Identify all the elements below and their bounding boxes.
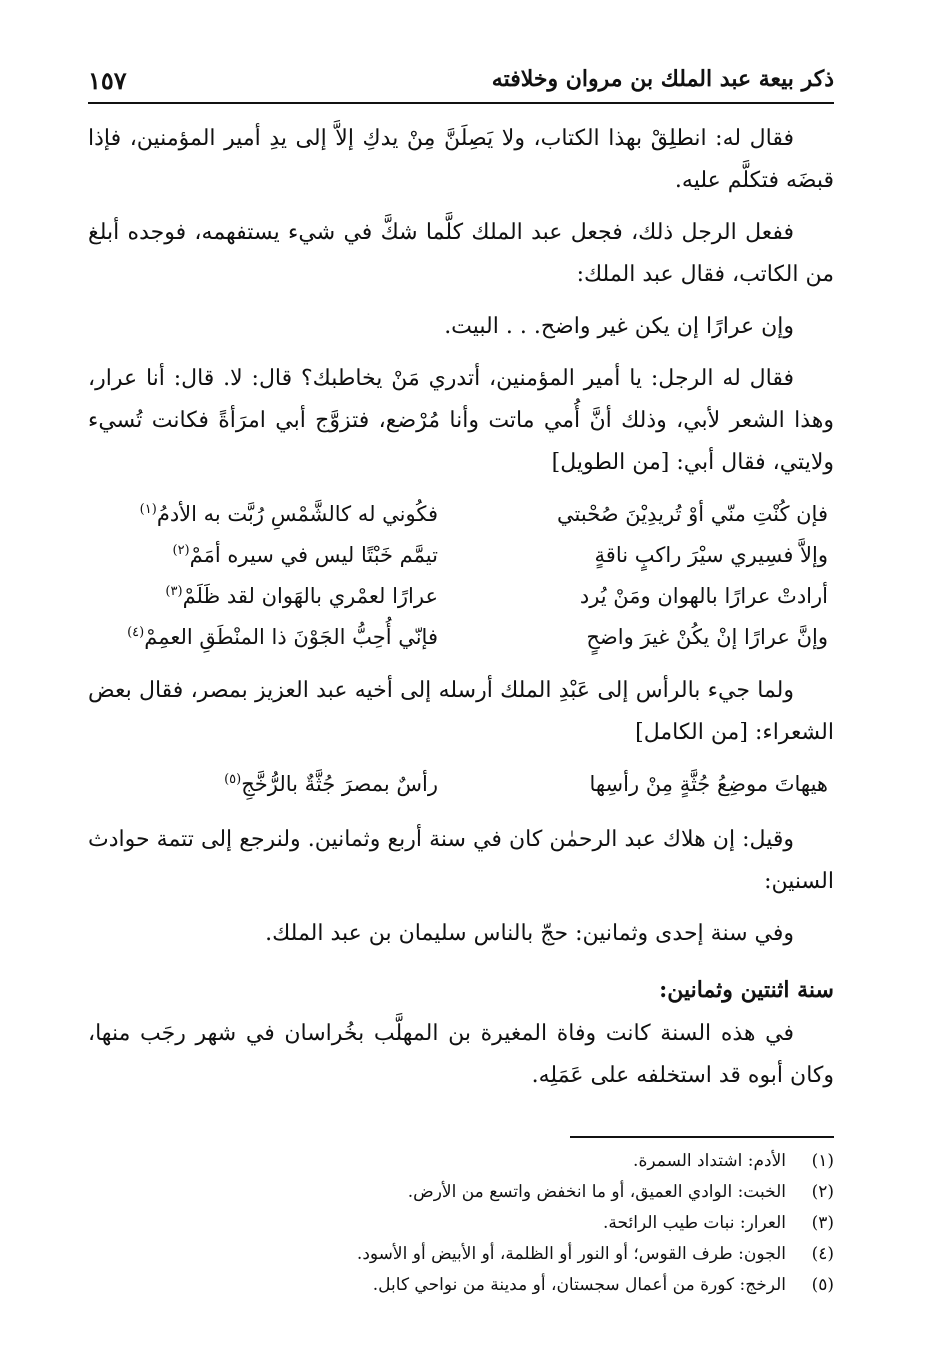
verse-line <box>88 494 834 535</box>
verse-line <box>88 617 834 658</box>
footnote-text: الأدم: اشتداد السمرة. <box>633 1151 786 1171</box>
verse-line <box>88 535 834 576</box>
meter-label-tawil: [من الطويل] <box>551 450 670 475</box>
footnote-text: الرخج: كورة من أعمال سجستان، أو مدينة من نواحي كابل. <box>372 1275 786 1295</box>
running-title: ذكر بيعة عبد الملك بن مروان وخلافته <box>491 66 834 92</box>
poem-block-2 <box>88 764 834 805</box>
footnotes <box>88 1146 834 1301</box>
footnote-ref: (٥) <box>224 772 242 787</box>
footnote-text: الخبت: الوادي العميق، أو ما انخفض واتسع من الأرض. <box>407 1182 786 1202</box>
verse-second-hemistich <box>108 764 438 805</box>
paragraph-4 <box>88 358 834 484</box>
verse-first-hemistich: وإلاَّ فسِيري سيْرَ راكبٍ ناقةٍ <box>594 543 828 567</box>
footnote-text: الجون: طرف القوس؛ أو النور أو الظلمة، أو الأبيض أو الأسود. <box>356 1244 786 1264</box>
paragraph-1: فقال له: انطلِقْ بهذا الكتاب، ولا يَصِلَنَّ مِنْ يدكِ إلاَّ إلى يدِ أمير المؤمنين، فإذا قبضَه فتكلَّم عليه. <box>88 126 834 193</box>
verse-second-text: تيمَّم خَبْتًا ليس في سيره أمَمْ <box>189 543 438 567</box>
footnote-item <box>88 1208 834 1239</box>
verse-first-hemistich: فإن كُنْتِ منّي أوْ تُريدِيْنَ صُحْبتي <box>557 502 828 526</box>
footnote-number: (٣) <box>811 1213 834 1233</box>
paragraph-5 <box>88 670 834 754</box>
footnote-number: (٤) <box>811 1244 834 1264</box>
footnote-number: (٥) <box>811 1275 834 1295</box>
paragraph-5-text: ولما جيء بالرأس إلى عَبْدِ الملك أرسله إلى أخيه عبد العزيز بمصر، فقال بعض الشعراء: <box>88 678 834 745</box>
paragraph-8: في هذه السنة كانت وفاة المغيرة بن المهلَّب بخُراسان في شهر رجَب منها، وكان أبوه قد استخلفه على عَمَلِه. <box>88 1021 834 1088</box>
verse-second-hemistich <box>108 494 438 535</box>
paragraph-6: وقيل: إن هلاك عبد الرحمٰن كان في سنة أربع وثمانين. ولنرجع إلى تتمة حوادث السنين: <box>88 827 834 894</box>
paragraph-7: وفي سنة إحدى وثمانين: حجّ بالناس سليمان بن عبد الملك. <box>265 921 794 946</box>
footnote-ref: (٣) <box>165 584 183 599</box>
meter-label-kamil: [من الكامل] <box>635 720 748 745</box>
verse-second-hemistich <box>108 617 438 658</box>
footnote-item <box>88 1239 834 1270</box>
page-number: ١٥٧ <box>88 66 127 95</box>
verse-second-text: فإنّي أُحِبُّ الجَوْنَ ذا المنْطَقِ العمِمْ <box>144 625 438 649</box>
footnote-ref: (٢) <box>172 543 190 558</box>
page-header <box>88 56 834 104</box>
verse-line <box>88 576 834 617</box>
paragraph-3: وإن عرارًا إن يكن غير واضح. . . البيت. <box>444 314 794 339</box>
footnote-number: (١) <box>811 1151 834 1171</box>
page-body <box>88 118 834 1107</box>
verse-second-hemistich <box>108 535 438 576</box>
verse-second-hemistich <box>108 576 438 617</box>
footnote-divider <box>570 1136 834 1138</box>
footnote-item <box>88 1177 834 1208</box>
verse-first-hemistich: أرادتْ عرارًا بالهوان ومَنْ يُرد <box>579 584 828 608</box>
verse-second-text: فكُوني له كالشَّمْسِ رُبَّت به الأدمُ <box>156 502 438 526</box>
verse-second-text: عرارًا لعمْري بالهَوان لقد ظَلَمْ <box>182 584 438 608</box>
verse-first-hemistich: هيهاتَ موضِعُ جُثَّةٍ مِنْ رأسِها <box>589 772 828 796</box>
footnote-number: (٢) <box>811 1182 834 1202</box>
footnote-item <box>88 1146 834 1177</box>
verse-first-hemistich: وإنَّ عرارًا إنْ يكُنْ غيرَ واضحٍ <box>586 625 828 649</box>
paragraph-4-text: فقال له الرجل: يا أمير المؤمنين، أتدري مَنْ يخاطبك؟ قال: لا. قال: أنا عرار، وهذا الشعر لأبي، وذلك أنَّ أُمي ماتت وأنا مُرْضع، فتزوَّج أبي امرَأةً فكانت تُسيء ولايتي، فقال أبي: <box>88 366 834 475</box>
verse-second-text: رأسٌ بمصرَ جُثَّةٌ بالرُّخَّجِ <box>241 772 438 796</box>
footnote-ref: (٤) <box>127 625 145 640</box>
footnote-text: العرار: نبات طيب الرائحة. <box>603 1213 786 1233</box>
paragraph-2: ففعل الرجل ذلك، فجعل عبد الملك كلَّما شكَّ في شيء يستفهمه، فوجده أبلغ من الكاتب، فقال عبد الملك: <box>88 220 834 287</box>
footnote-ref: (١) <box>139 502 157 517</box>
footnote-item <box>88 1270 834 1301</box>
section-heading: سنة اثنتين وثمانين: <box>659 977 834 1003</box>
poem-block-1 <box>88 494 834 658</box>
